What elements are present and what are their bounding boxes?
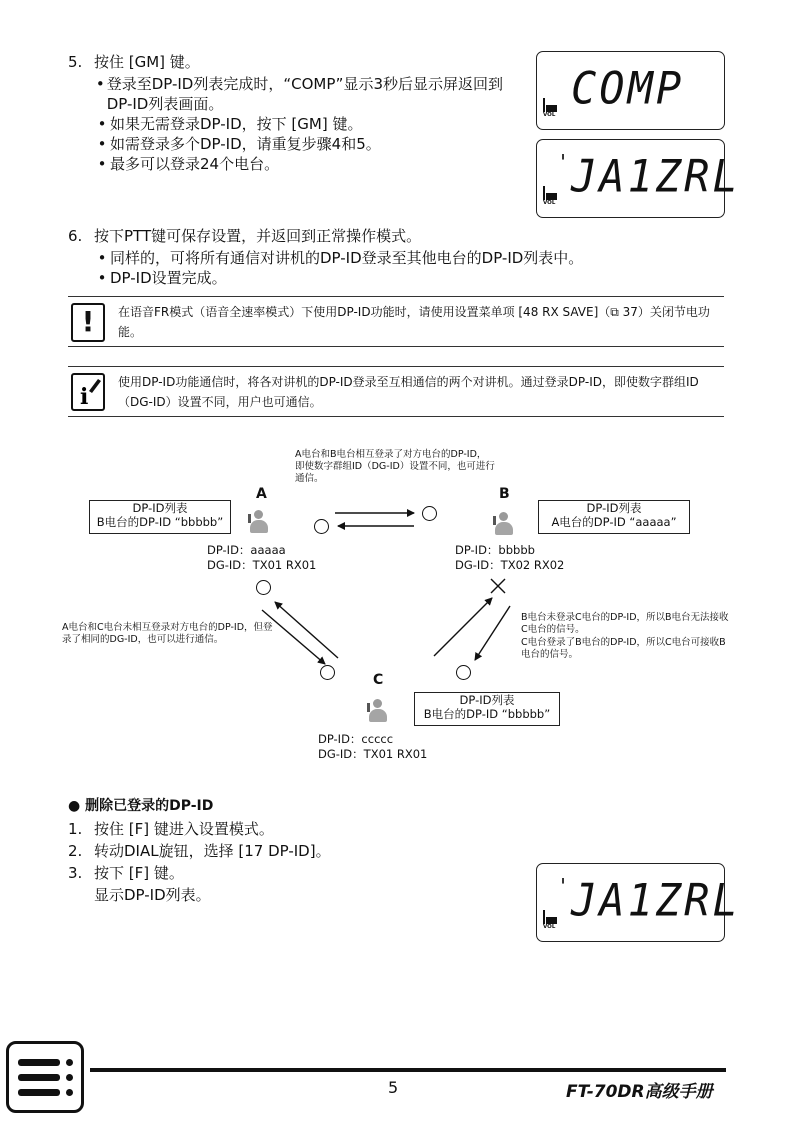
- station-b-list-box: DP-ID列表 A电台的DP-ID “aaaaa”: [538, 500, 690, 534]
- lcd-text: JA1ZRL: [571, 150, 741, 203]
- station-a-dgid: DG-ID：TX01 RX01: [207, 558, 317, 572]
- svg-text:i: i: [80, 384, 89, 409]
- station-c-dpid: DP-ID：ccccc: [318, 732, 394, 746]
- step-text: 按下PTT键可保存设置，并返回到正常操作模式。: [94, 227, 422, 245]
- station-a-dpid: DP-ID：aaaaa: [207, 543, 286, 557]
- warning-icon: !: [71, 303, 105, 342]
- menu-icon: [6, 1041, 84, 1113]
- bullet-item: • 同样的，可将所有通信对讲机的DP-ID登录至其他电台的DP-ID列表中。: [97, 249, 584, 267]
- step-number: 6.: [68, 227, 83, 245]
- vol-indicator: VOL: [543, 186, 557, 214]
- delete-step-3: 3. 按下 [F] 键。: [68, 864, 184, 882]
- lcd-display-id-2: ' JA1ZRL VOL: [536, 863, 725, 942]
- info-note-text: 使用DP-ID功能通信时，将各对讲机的DP-ID登录至互相通信的两个对讲机。通过登录DP-ID，即使数字群组ID（DG-ID）设置不同，用户也可通信。: [118, 375, 699, 409]
- delete-step-1: 1. 按住 [F] 键进入设置模式。: [68, 820, 274, 838]
- lcd-text: COMP: [571, 62, 685, 115]
- arrow-b-to-c: [475, 606, 510, 660]
- station-c-list-box: DP-ID列表 B电台的DP-ID “bbbbb”: [414, 692, 560, 726]
- delete-step-3-sub: 显示DP-ID列表。: [94, 886, 211, 904]
- page-number: 5: [388, 1078, 399, 1097]
- station-c-dgid: DG-ID：TX01 RX01: [318, 747, 428, 761]
- footer-rule: [90, 1068, 726, 1072]
- step-text: 按住 [GM] 键。: [94, 53, 200, 71]
- station-b-dgid: DG-ID：TX02 RX02: [455, 558, 565, 572]
- bullet-item: • DP-ID设置完成。: [97, 269, 227, 287]
- bullet-item: • 登录至DP-ID列表完成时，“COMP”显示3秒后显示屏返回到DP-ID列表画面。: [95, 75, 503, 113]
- diagram-right-note-1: B电台未登录C电台的DP-ID，所以B电台无法接收C电台的信号。: [521, 612, 729, 635]
- bullet-item: • 如需登录多个DP-ID，请重复步骤4和5。: [97, 135, 381, 153]
- station-b-dpid: DP-ID：bbbbb: [455, 543, 535, 557]
- diagram-left-note: A电台和C电台未相互登录对方电台的DP-ID，但登录了相同的DG-ID，也可以进行通信。: [62, 622, 273, 645]
- vol-indicator: VOL: [543, 910, 557, 938]
- station-a-letter: A: [256, 486, 267, 502]
- station-b-letter: B: [499, 486, 510, 502]
- bullet-item: • 最多可以登录24个电台。: [97, 155, 280, 173]
- lcd-text: JA1ZRL: [571, 874, 741, 927]
- warning-note-text: 在语音FR模式（语音全速率模式）下使用DP-ID功能时，请使用设置菜单项 [48 RX SAVE]（⧉ 37）关闭节电功能。: [118, 305, 710, 339]
- manual-title: FT-70DR高级手册: [566, 1082, 713, 1102]
- station-c-letter: C: [373, 672, 384, 688]
- diagram-top-note: A电台和B电台相互登录了对方电台的DP-ID，即使数字群组ID（DG-ID）设置不同，也可进行通信。: [295, 449, 495, 484]
- station-a-list-box: DP-ID列表 B电台的DP-ID “bbbbb”: [89, 500, 231, 534]
- lcd-display-id: ' JA1ZRL VOL: [536, 139, 725, 218]
- section-title: ● 删除已登录的DP-ID: [68, 798, 214, 814]
- step-number: 5.: [68, 53, 83, 71]
- vol-indicator: VOL: [543, 98, 557, 126]
- diagram-right-note-2: C电台登录了B电台的DP-ID，所以C电台可接收B电台的信号。: [521, 637, 726, 660]
- bullet-item: • 如果无需登录DP-ID，按下 [GM] 键。: [97, 115, 363, 133]
- delete-step-2: 2. 转动DIAL旋钮，选择 [17 DP-ID]。: [68, 842, 331, 860]
